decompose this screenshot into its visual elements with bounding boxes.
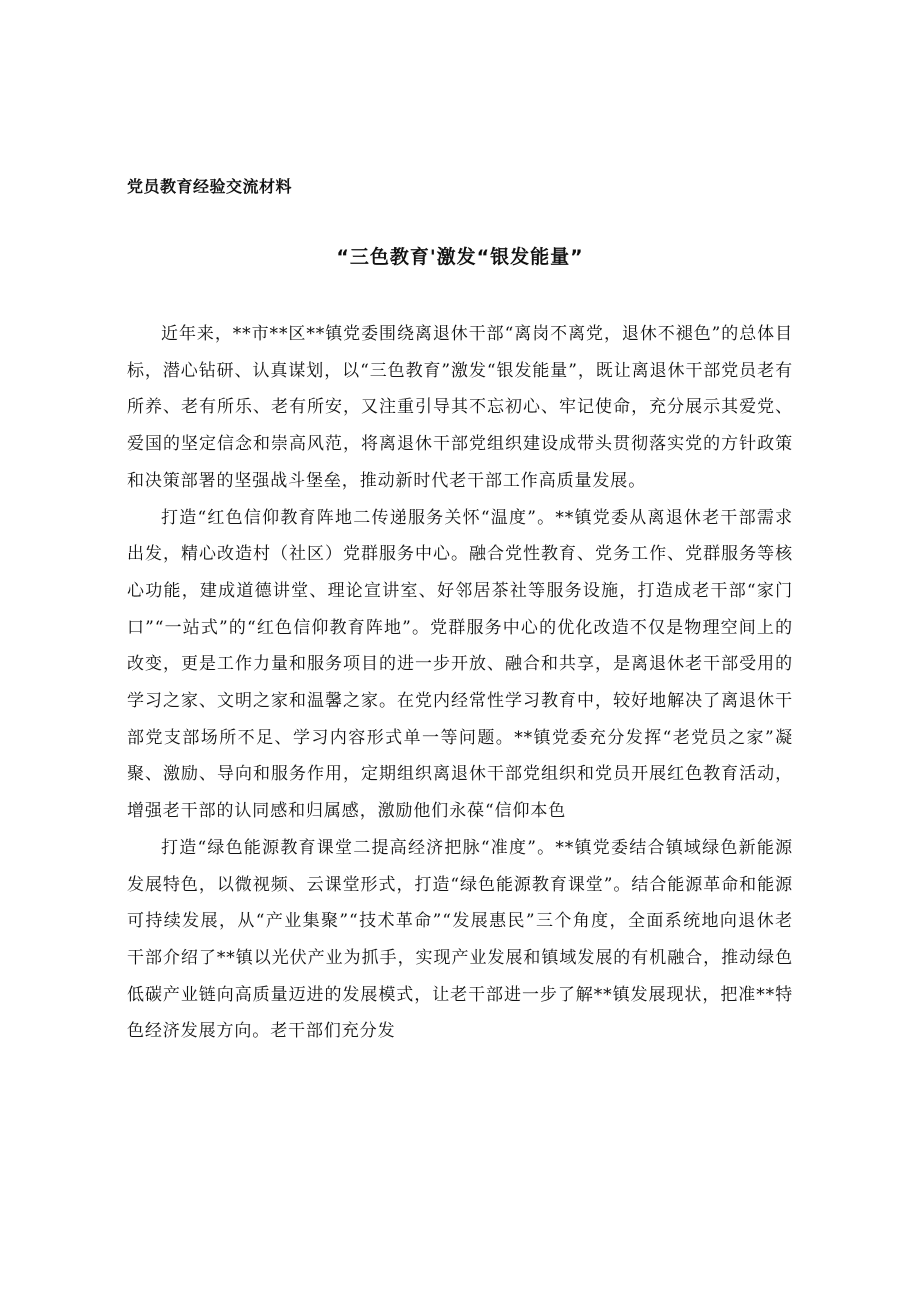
paragraph-red-education: 打造“红色信仰教育阵地二传递服务关怀“温度”。**镇党委从离退休老干部需求出发，精心改造村（社区）党群服务中心。融合党性教育、党务工作、党群服务等核心功能，建成道德讲堂、理论宣讲室、好邻居茶社等服务设施，打造成老干部“家门口”“一站式”的“红色信仰教育阵地”。党群服务中心的优化改造不仅是物理空间上的改变，更是工作力量和服务项目的进一步开放、融合和共享，是离退休老干部受用的学习之家、文明之家和温馨之家。在党内经常性学习教育中，较好地解决了离退休干部党支部场所不足、学习内容形式单一等问题。**镇党委充分发挥“老党员之家”凝聚、激励、导向和服务作用，定期组织离退休干部党组织和党员开展红色教育活动，增强老干部的认同感和归属感，激励他们永葆“信仰本色 (127, 507, 793, 822)
paragraph-intro: 近年来，**市**区**镇党委围绕离退休干部“离岗不离党，退休不褪色”的总体目标，潜心钻研、认真谋划，以“三色教育”激发“银发能量”，既让离退休干部党员老有所养、老有所乐、老有所安，又注重引导其不忘初心、牢记使命，充分展示其爱党、爱国的坚定信念和崇高风范，将离退休干部党组织建设成带头贯彻落实党的方针政策和决策部署的坚强战斗堡垒，推动新时代老干部工作高质量发展。 (127, 324, 793, 491)
document-title: “三色教育'激发“银发能量” (336, 246, 584, 268)
paragraph-green-education: 打造“绿色能源教育课堂二提高经济把脉“准度”。**镇党委结合镇域绿色新能源发展特色，以微视频、云课堂形式，打造“绿色能源教育课堂”。结合能源革命和能源可持续发展，从“产业集聚”“技术革命”“发展惠民”三个角度，全面系统地向退休老干部介绍了**镇以光伏产业为抓手，实现产业发展和镇域发展的有机融合，推动绿色低碳产业链向高质量迈进的发展模式，让老干部进一步了解**镇发展现状，把准**特色经济发展方向。老干部们充分发 (127, 837, 793, 1042)
document-category-label: 党员教育经验交流材料 (127, 177, 293, 196)
document-body (127, 316, 793, 1050)
